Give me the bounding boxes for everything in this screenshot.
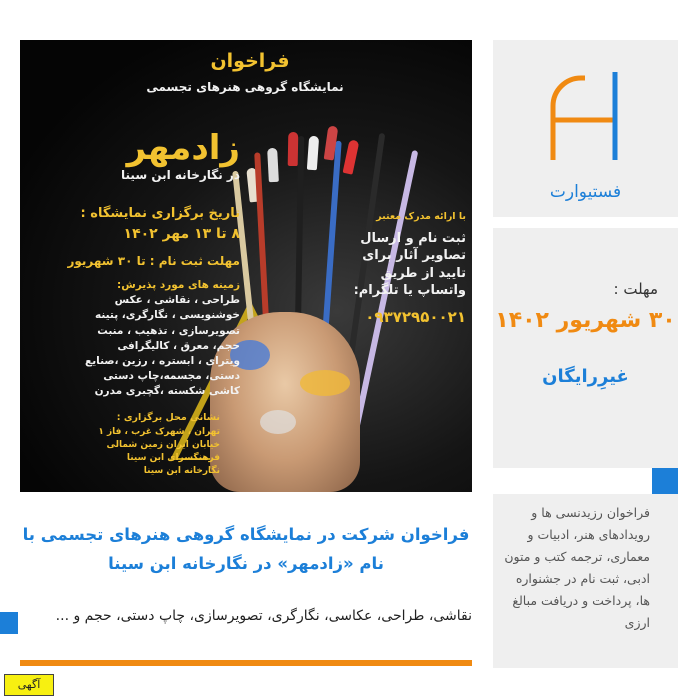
poster-field-line: طراحی ، نقاشی ، عکس [114, 294, 240, 307]
poster-reg-line: ثبت نام و ارسال [360, 230, 466, 246]
poster-field-line: کاشی شکسته ،گچبری مدرن [94, 385, 240, 398]
poster-field-line: ویترای ، ابستره ، رزین ،صنایع [85, 355, 240, 368]
poster-venue-line: خیابان ایران زمین شمالی [106, 440, 220, 450]
accent-square [0, 612, 18, 634]
poster-venue-line: تهران ، شهرک غرب ، فاز ۱ [98, 427, 220, 437]
poster-field-line: تصویرسازی ، تذهیب ، منبت [97, 324, 240, 337]
poster-reg-note: با ارائه مدرک معتبر [376, 211, 466, 222]
poster-reg-line: تایید از طریق [380, 265, 466, 281]
poster-field-line: حجم، معرق ، کالیگرافی [117, 339, 240, 352]
accent-square [652, 468, 678, 494]
poster-field-line: دستی، مجسمه،چاپ دستی [103, 370, 240, 383]
site-logo[interactable] [493, 40, 678, 217]
paint-splash [300, 370, 350, 396]
poster-date-value: ۸ تا ۱۳ مهر ۱۴۰۲ [123, 226, 240, 242]
festivart-logo-icon [545, 68, 625, 164]
poster-venue-line: نگارخانه ابن سینا [143, 466, 220, 476]
poster-phone: ۰۹۳۷۲۹۵۰۰۲۱ [365, 308, 466, 326]
post-headline[interactable]: فراخوان شرکت در نمایشگاه گروهی هنرهای تجسمی با نام «زادمهر» در نگارخانه ابن سینا [22, 525, 470, 573]
description-panel[interactable] [493, 494, 678, 668]
poster-reg-line: واتساپ یا تلگرام: [353, 283, 466, 298]
poster-image[interactable] [20, 40, 472, 492]
deadline-label: مهلت : [613, 280, 658, 298]
poster-venue-line: فرهنگسرای ابن سینا [126, 453, 220, 463]
paint-splash [260, 410, 296, 434]
description-text: فراخوان رزیدنسی ها و رویدادهای هنر، ادبیات و معماری، ترجمه کتب و متون ادبی، ثبت نام در جشنواره ها، پرداخت و دریافت مبالغ ارزی [504, 505, 650, 630]
poster-venue [40, 426, 220, 478]
poster-deadline: مهلت ثبت نام : تا ۳۰ شهریور [67, 254, 240, 268]
logo-text: فستیوارت [549, 182, 622, 202]
fee-status: غیرِرایگان [542, 366, 629, 387]
poster-subtitle: نمایشگاه گروهی هنرهای تجسمی [146, 80, 344, 94]
poster-date-label: تاریخ برگزاری نمایشگاه : [80, 206, 240, 221]
poster-exhibition-name: زادمهر [126, 128, 240, 168]
poster-registration [288, 208, 466, 300]
poster-fields-list [40, 278, 240, 400]
deadline-value: ۳۰ شهریور ۱۴۰۲ [495, 308, 676, 333]
poster-reg-line: تصاویر آثار برای [362, 248, 466, 263]
poster-field-line: زمینه های مورد پذیرش: [117, 279, 240, 291]
poster-field-line: خوشنویسی ، نگارگری، پتینه [94, 309, 240, 322]
info-panel [493, 228, 678, 468]
poster-gallery: در نگارخانه ابن سینا [121, 168, 240, 182]
orange-divider [20, 660, 472, 666]
ad-badge: آگهی [4, 674, 54, 696]
poster-title: فراخوان [210, 50, 290, 72]
post-summary: نقاشی، طراحی، عکاسی، نگارگری، تصویرسازی، چاپ دستی، حجم و ... [55, 608, 472, 624]
poster-venue-label: نشانی محل برگزاری : [116, 412, 220, 423]
